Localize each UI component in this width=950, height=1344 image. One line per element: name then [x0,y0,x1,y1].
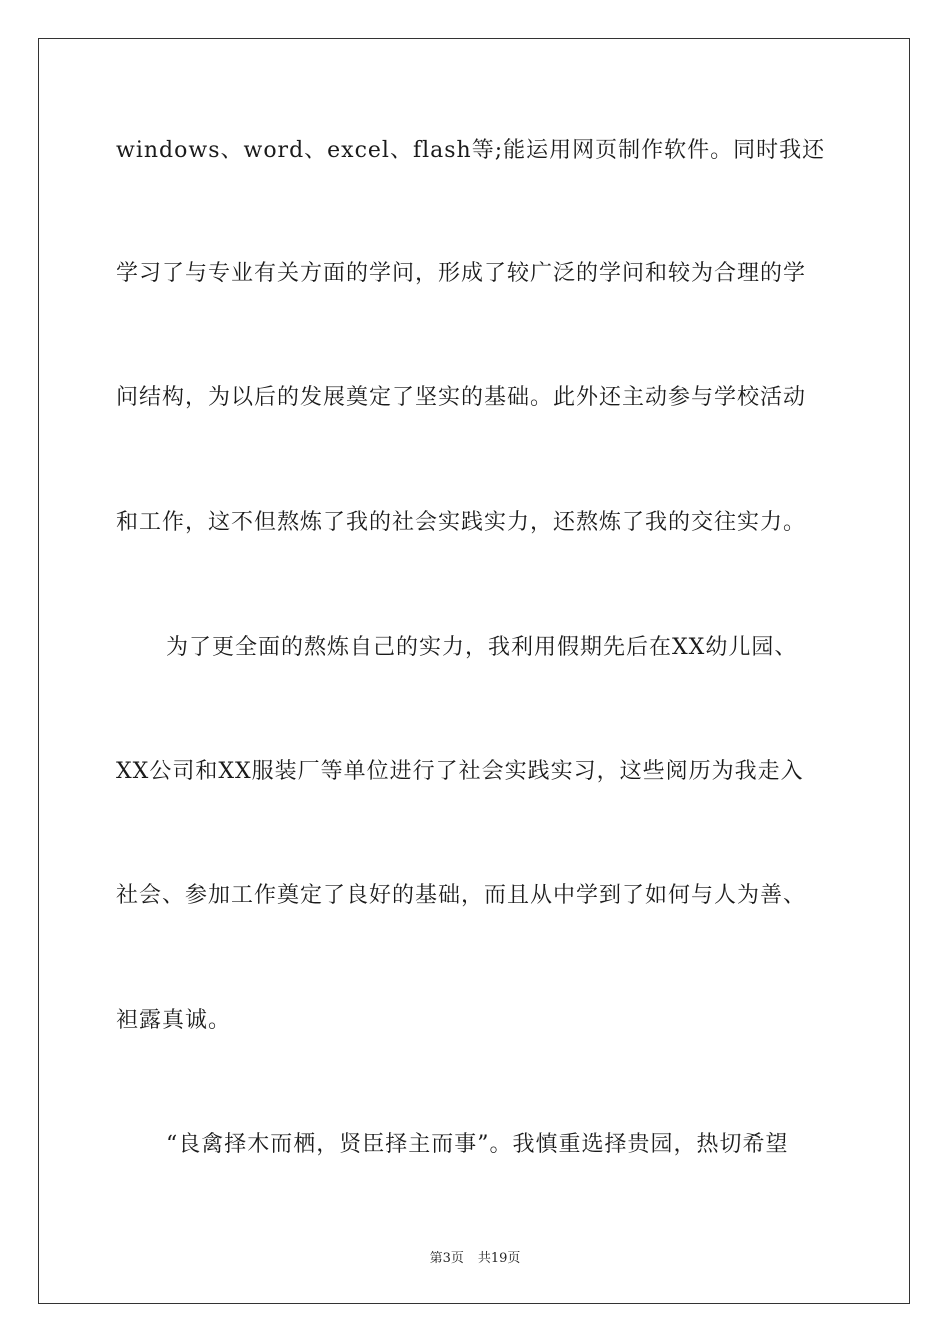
paragraph-line: 和工作，这不但熬炼了我的社会实践实力，还熬炼了我的交往实力。 [116,510,807,535]
paragraph-line: “良禽择木而栖，贤臣择主而事”。我慎重选择贵园，热切希望 [166,1132,789,1157]
paragraph-line: 学习了与专业有关方面的学问，形成了较广泛的学问和较为合理的学 [116,261,807,286]
paragraph-line: 袒露真诚。 [116,1008,232,1033]
paragraph-line: XX公司和XX服装厂等单位进行了社会实践实习，这些阅历为我走入 [116,759,804,784]
page-footer [0,1247,950,1266]
page-border [38,38,910,1304]
paragraph-line: 为了更全面的熬炼自己的实力，我利用假期先后在XX幼儿园、 [166,635,798,660]
paragraph-line: 问结构，为以后的发展奠定了坚实的基础。此外还主动参与学校活动 [116,385,807,410]
paragraph-line: 社会、参加工作奠定了良好的基础，而且从中学到了如何与人为善、 [116,883,807,908]
page-total: 共19页 [477,1251,521,1266]
paragraph-line: windows、word、excel、flash等;能运用网页制作软件。同时我还 [116,138,826,163]
page-number: 第3页 [429,1251,464,1266]
